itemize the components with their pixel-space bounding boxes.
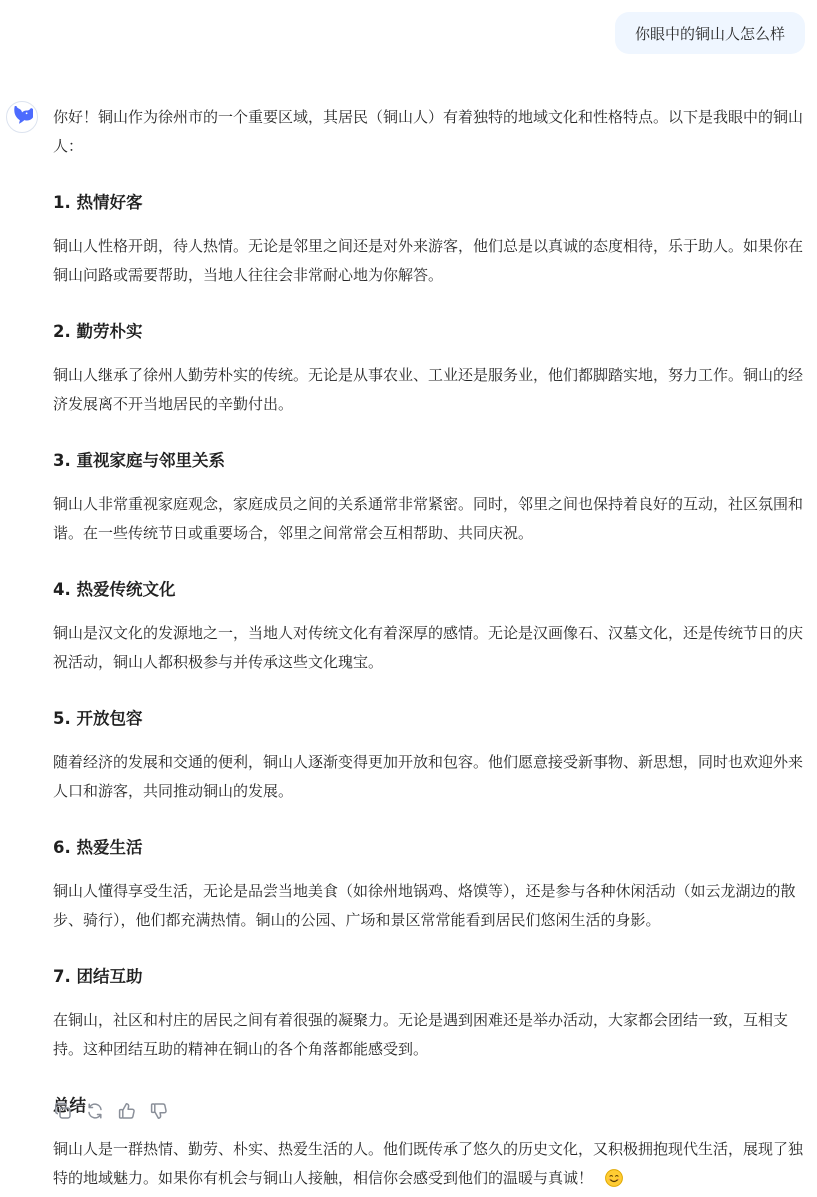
section-heading: 1. 热情好客 — [53, 193, 143, 212]
answer-section — [53, 578, 805, 677]
section-body: 铜山人性格开朗，待人热情。无论是邻里之间还是对外来游客，他们总是以真诚的态度相待，乐于助人。如果你在铜山问路或需要帮助，当地人往往会非常耐心地为你解答。 — [53, 237, 804, 284]
section-body: 随着经济的发展和交通的便利，铜山人逐渐变得更加开放和包容。他们愿意接受新事物、新思想，同时也欢迎外来人口和游客，共同推动铜山的发展。 — [53, 753, 804, 800]
section-body: 铜山人继承了徐州人勤劳朴实的传统。无论是从事农业、工业还是服务业，他们都脚踏实地，努力工作。铜山的经济发展离不开当地居民的辛勤付出。 — [53, 366, 804, 413]
answer-section — [53, 191, 805, 290]
section-body: 铜山人懂得享受生活，无论是品尝当地美食（如徐州地锅鸡、烙馍等），还是参与各种休闲活动（如云龙湖边的散步、骑行），他们都充满热情。铜山的公园、广场和景区常常能看到居民们悠闲生活的身影。 — [53, 882, 796, 929]
answer-section — [53, 836, 805, 935]
section-body — [53, 1135, 805, 1197]
section-heading: 总结 — [53, 1096, 86, 1115]
user-message-bubble — [615, 12, 805, 54]
assistant-answer — [53, 103, 805, 1197]
copy-button[interactable] — [52, 1102, 74, 1124]
answer-intro: 你好！铜山作为徐州市的一个重要区域，其居民（铜山人）有着独特的地域文化和性格特点。以下是我眼中的铜山人： — [53, 108, 804, 155]
thumbs-down-icon — [150, 1102, 168, 1124]
section-heading: 3. 重视家庭与邻里关系 — [53, 451, 225, 470]
section-heading: 2. 勤劳朴实 — [53, 322, 143, 341]
answer-section — [53, 320, 805, 419]
section-body: 铜山是汉文化的发源地之一，当地人对传统文化有着深厚的感情。无论是汉画像石、汉墓文化，还是传统节日的庆祝活动，铜山人都积极参与并传承这些文化瑰宝。 — [53, 624, 804, 671]
like-button[interactable] — [116, 1102, 138, 1124]
answer-section — [53, 707, 805, 806]
section-heading: 5. 开放包容 — [53, 709, 143, 728]
section-body: 在铜山，社区和村庄的居民之间有着很强的凝聚力。无论是遇到困难还是举办活动，大家都会团结一致，互相支持。这种团结互助的精神在铜山的各个角落都能感受到。 — [53, 1011, 789, 1058]
copy-icon — [54, 1102, 72, 1124]
assistant-avatar — [6, 101, 38, 133]
smiling-face-emoji-icon — [605, 1168, 623, 1197]
whale-logo-icon — [11, 106, 33, 128]
answer-section — [53, 965, 805, 1064]
user-message-text: 你眼中的铜山人怎么样 — [634, 24, 785, 43]
section-heading: 6. 热爱生活 — [53, 838, 143, 857]
section-heading: 7. 团结互助 — [53, 967, 143, 986]
thumbs-up-icon — [118, 1102, 136, 1124]
regenerate-icon — [86, 1102, 104, 1124]
answer-section — [53, 449, 805, 548]
message-actions — [52, 1102, 170, 1124]
section-body: 铜山人非常重视家庭观念，家庭成员之间的关系通常非常紧密。同时，邻里之间也保持着良好的互动，社区氛围和谐。在一些传统节日或重要场合，邻里之间常常会互相帮助、共同庆祝。 — [53, 495, 804, 542]
dislike-button[interactable] — [148, 1102, 170, 1124]
section-heading: 4. 热爱传统文化 — [53, 580, 176, 599]
summary-text: 铜山人是一群热情、勤劳、朴实、热爱生活的人。他们既传承了悠久的历史文化，又积极拥抱现代生活，展现了独特的地域魅力。如果你有机会与铜山人接触，相信你会感受到他们的温暖与真诚！ — [53, 1140, 804, 1187]
regenerate-button[interactable] — [84, 1102, 106, 1124]
